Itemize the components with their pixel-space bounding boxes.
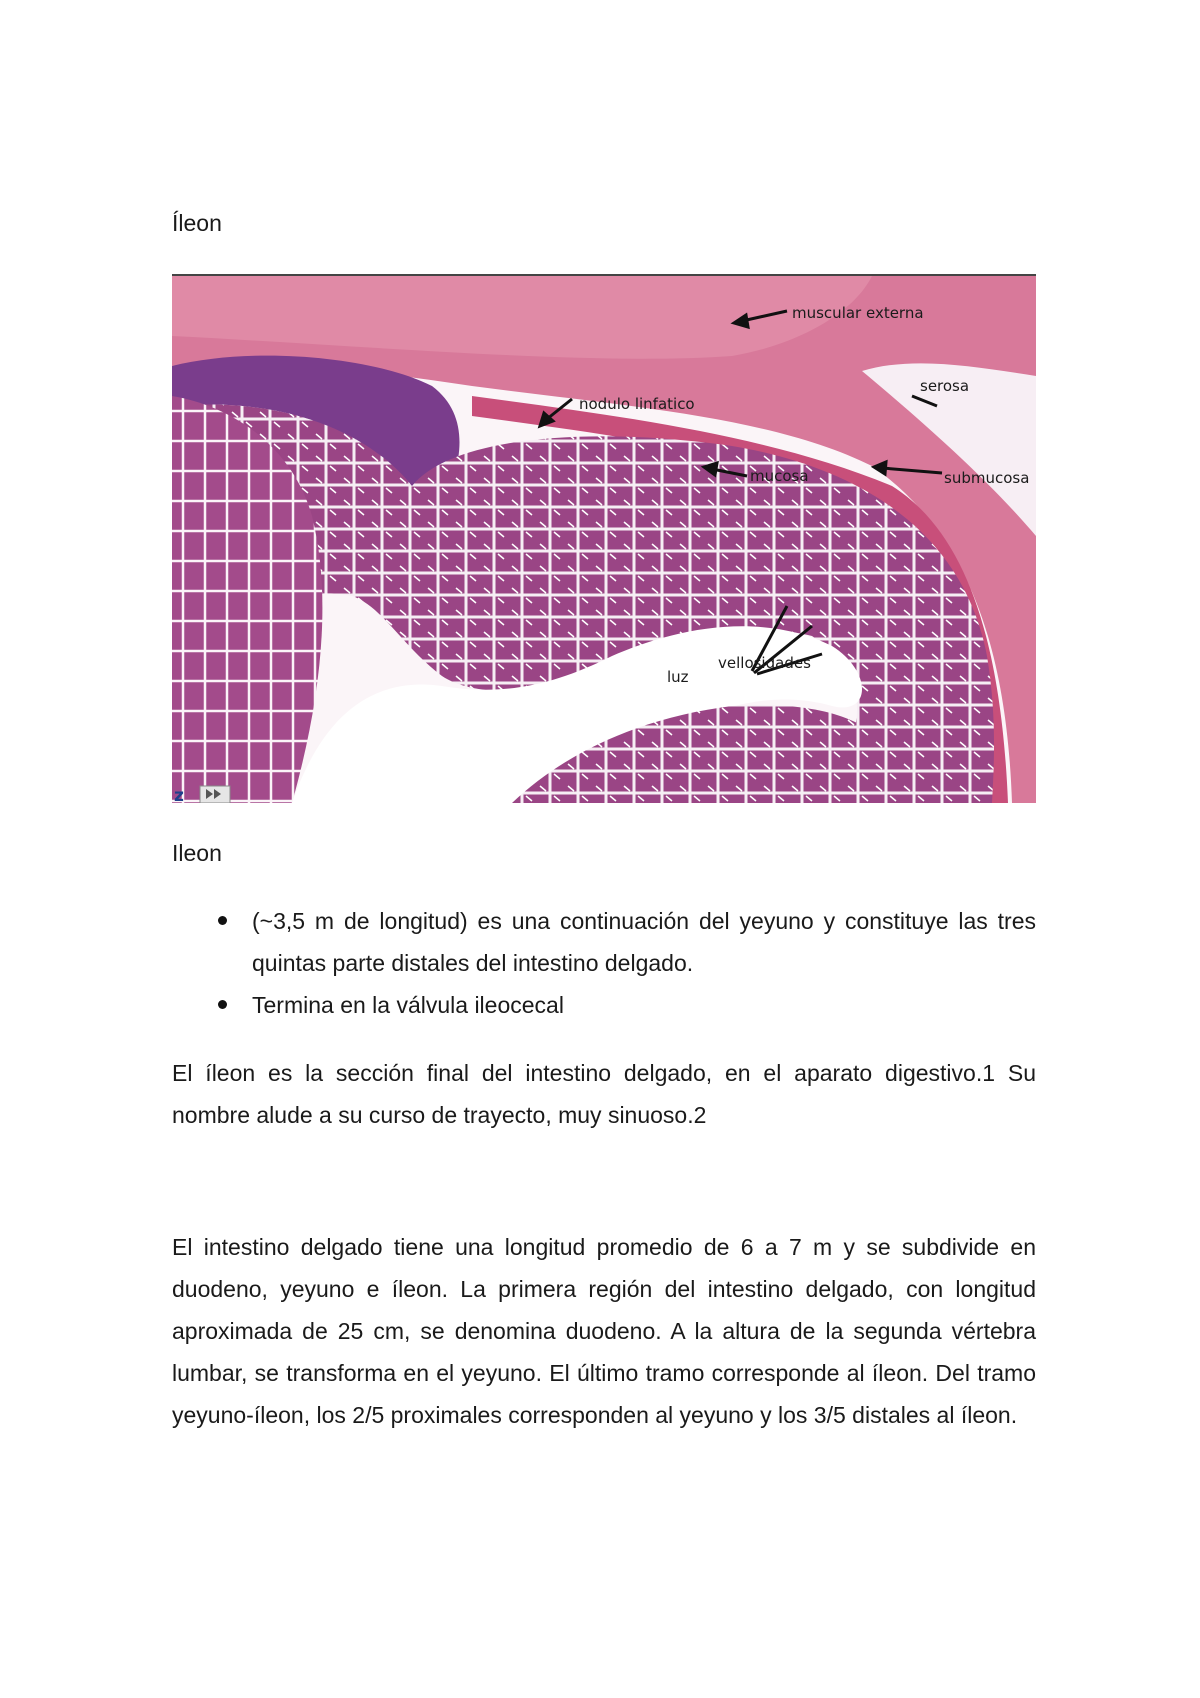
list-item: Termina en la válvula ileocecal (172, 984, 1036, 1026)
label-muscular-externa: muscular externa (792, 304, 924, 322)
forward-icon[interactable] (200, 786, 230, 803)
ileum-micrograph (172, 276, 1036, 803)
label-serosa: serosa (920, 377, 970, 395)
paragraph: El intestino delgado tiene una longitud promedio de 6 a 7 m y se subdivide en duodeno, yeyuno e íleon. La primera región del intestino delgado, con longitud aproximada de 25 cm, se denomina duodeno. A la altura de la segunda vértebra lumbar, se transforma en el yeyuno. El último tramo corresponde al íleon. Del tramo yeyuno-íleon, los 2/5 proximales corresponden al yeyuno y los 3/5 distales al íleon. (172, 1234, 1036, 1428)
label-vellosidades: vellosidades (718, 654, 811, 672)
label-luz: luz (667, 668, 689, 686)
label-submucosa: submucosa (944, 469, 1030, 487)
zoom-icon[interactable] (174, 786, 184, 803)
page-title: Íleon (172, 210, 222, 236)
paragraph: El íleon es la sección final del intestino delgado, en el aparato digestivo.1 Su nombre alude a su curso de trayecto, muy sinuoso.2 (172, 1060, 1036, 1128)
histology-figure (172, 274, 1036, 803)
bullet-list (172, 900, 1036, 1026)
svg-text:z: z (174, 786, 184, 803)
label-nodulo-linfatico: nodulo linfatico (579, 395, 695, 413)
list-item: (~3,5 m de longitud) es una continuación del yeyuno y constituye las tres quintas parte distales del intestino delgado. (172, 900, 1036, 984)
label-mucosa: mucosa (750, 467, 809, 485)
figure-caption: Ileon (172, 840, 222, 866)
